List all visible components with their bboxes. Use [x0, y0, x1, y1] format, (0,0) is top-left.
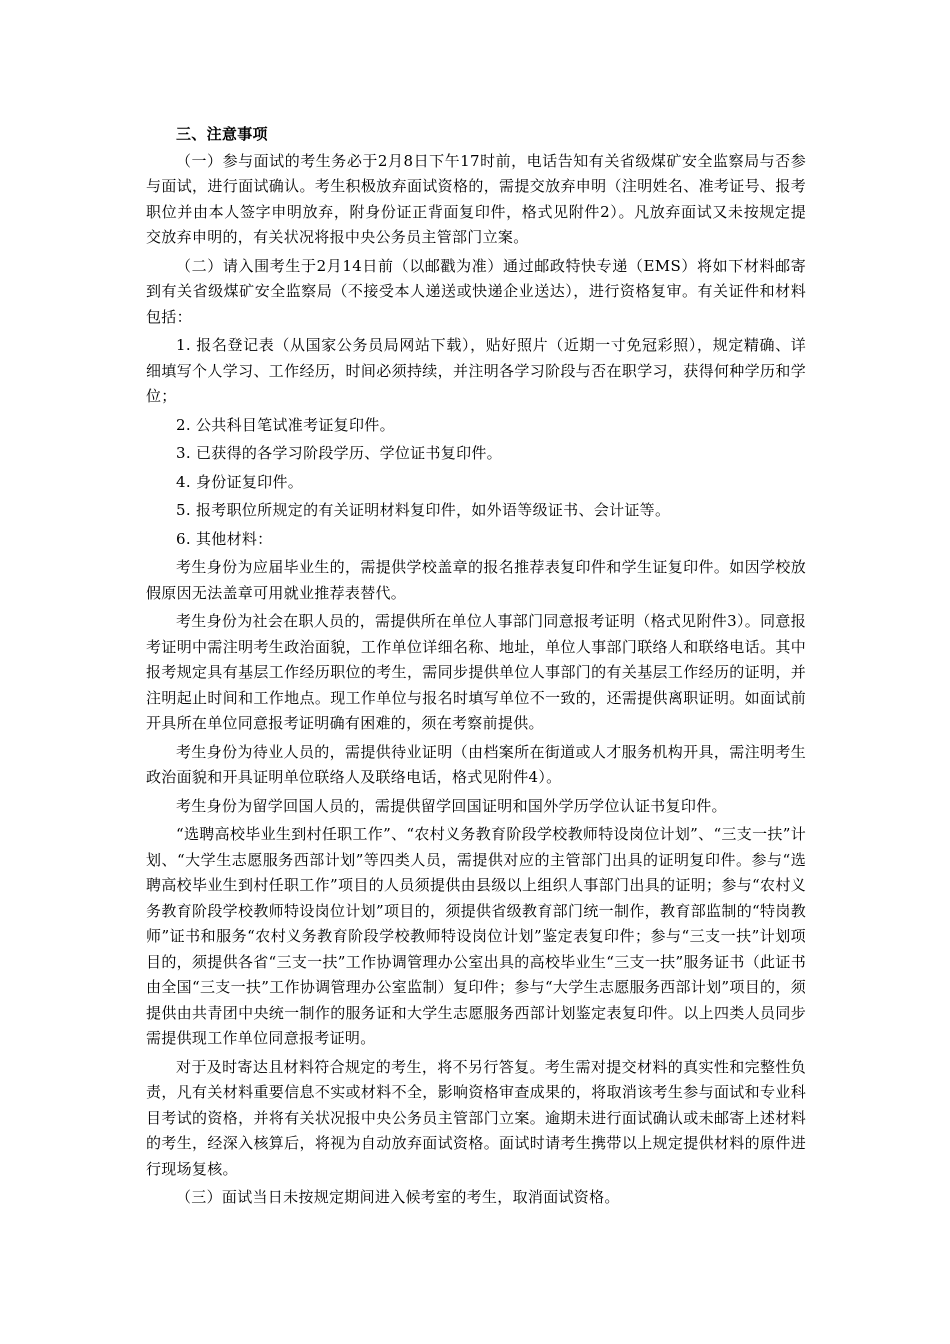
- list-item-degree-certificates: 3. 已获得的各学习阶段学历、学位证书复印件。: [176, 444, 502, 462]
- paragraph-interview-confirmation: （一）参与面试的考生务必于2月8日下午17时前，电话告知有关省级煤矿安全监察局与否参与面试，进行面试确认。考生积极放弃面试资格的，需提交放弃申明（注明姓名、准考证号、报考职位并由本人签字申明放弃，附身份证正背面复印件，格式见附件2）。凡放弃面试又未按规定提交放弃申明的，有关状况将报中央公务员主管部门立案。: [146, 151, 806, 246]
- document-page: [146, 122, 806, 1211]
- list-item-admission-ticket: 2. 公共科目笔试准考证复印件。: [176, 415, 395, 434]
- list-item-registration-form: 1. 报名登记表（从国家公务员局网站下载），贴好照片（近期一寸免冠彩照），规定精确、详细填写个人学习、工作经历，时间必须持续，并注明各学习阶段与否在职学习，获得何种学历和学位；: [146, 336, 806, 405]
- paragraph-verification: 对于及时寄达且材料符合规定的考生，将不另行答复。考生需对提交材料的真实性和完整性负责，凡有关材料重要信息不实或材料不全，影响资格审查成果的，将取消该考生参与面试和专业科目考试的资格，并将有关状况报中央公务员主管部门立案。逾期未进行面试确认或未邮寄上述材料的考生，经深入核算后，将视为自动放弃面试资格。面试时请考生携带以上规定提供材料的原件进行现场复核。: [146, 1057, 806, 1178]
- list-item-other-materials: 6. 其他材料：: [176, 529, 273, 548]
- paragraph-late-arrival: （三）面试当日未按规定期间进入候考室的考生，取消面试资格。: [176, 1188, 620, 1206]
- paragraph-employed: 考生身份为社会在职人员的，需提供所在单位人事部门同意报考证明（格式见附件3）。同意报考证明中需注明考生政治面貌，工作单位详细名称、地址，单位人事部门联络人和联络电话。其中报考规定具有基层工作经历职位的考生，需同步提供单位人事部门的有关基层工作经历的证明，并注明起止时间和工作地点。现工作单位与报名时填写单位不一致的，还需提供离职证明。如面试前开具所在单位同意报考证明确有困难的，须在考察前提供。: [146, 612, 806, 732]
- paragraph-materials-mailing: （二）请入围考生于2月14日前（以邮戳为准）通过邮政特快专递（EMS）将如下材料邮寄到有关省级煤矿安全监察局（不接受本人递送或快递企业送达），进行资格复审。有关证件和材料包括：: [146, 256, 806, 326]
- paragraph-unemployed: 考生身份为待业人员的，需提供待业证明（由档案所在街道或人才服务机构开具，需注明考生政治面貌和开具证明单位联络人及联络电话，格式见附件4）。: [146, 742, 806, 786]
- paragraph-returned-overseas: 考生身份为留学回国人员的，需提供留学回国证明和国外学历学位认证书复印件。: [176, 796, 727, 815]
- list-item-id-card: 4. 身份证复印件。: [176, 472, 304, 491]
- section-heading: 三、注意事项: [176, 125, 268, 143]
- paragraph-four-categories: “选聘高校毕业生到村任职工作”、“农村义务教育阶段学校教师特设岗位计划”、“三支一扶”计划、“大学生志愿服务西部计划”等四类人员，需提供对应的主管部门出具的证明复印件。参与“选聘高校毕业生到村任职工作”项目的人员须提供由县级以上组织人事部门出具的证明；参与“农村义务教育阶段学校教师特设岗位计划”项目的，须提供省级教育部门统一制作，教育部监制的“特岗教师”证书和服务“农村义务教育阶段学校教师特设岗位计划”鉴定表复印件；参与“三支一扶”计划项目的，须提供各省“三支一扶”工作协调管理办公室出具的高校毕业生“三支一扶”服务证书（此证书由全国“三支一扶”工作协调管理办公室监制）复印件；参与“大学生志愿服务西部计划”项目的，须提供由共青团中央统一制作的服务证和大学生志愿服务西部计划鉴定表复印件。以上四类人员同步需提供现工作单位同意报考证明。: [146, 825, 806, 1047]
- paragraph-graduates: 考生身份为应届毕业生的，需提供学校盖章的报名推荐表复印件和学生证复印件。如因学校放假原因无法盖章可用就业推荐表替代。: [146, 558, 806, 602]
- list-item-position-certificates: 5. 报考职位所规定的有关证明材料复印件，如外语等级证书、会计证等。: [176, 501, 671, 519]
